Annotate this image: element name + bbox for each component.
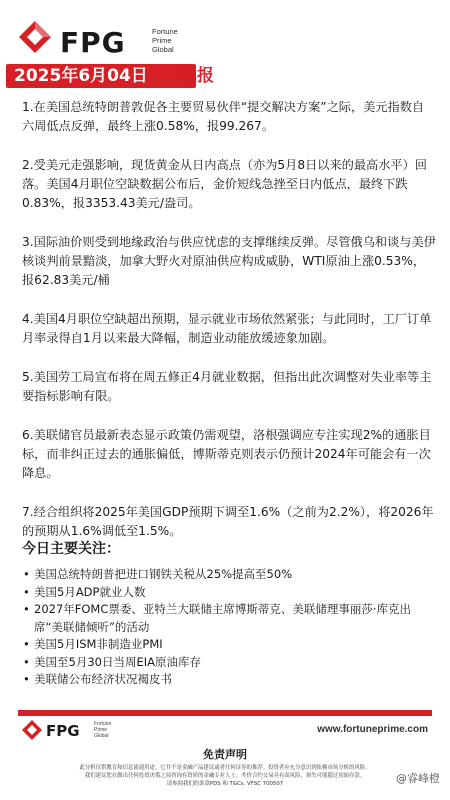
focus-list bbox=[22, 566, 436, 689]
website-link[interactable]: www.fortuneprime.com bbox=[317, 724, 428, 735]
brand-sub-line: Prime bbox=[152, 36, 172, 45]
brand-sub-line: Fortune bbox=[152, 27, 178, 36]
report-type-tag: 早报 bbox=[180, 66, 214, 86]
news-item-7: 7.经合组织将2025年美国GDP预期下调至1.6%（之前为2.2%），将2026年的预期从1.6%调低至1.5%。 bbox=[22, 505, 434, 538]
source-watermark: @睿峰橙 bbox=[396, 772, 440, 785]
footer-logo-text: FPG bbox=[46, 722, 80, 740]
focus-item: • 美国5月ISM非制造业PMI bbox=[22, 636, 436, 654]
focus-item: • 2027年FOMC票委、亚特兰大联储主席博斯蒂克、美联储理事丽莎·库克出席“美联储倾听”的活动 bbox=[22, 601, 436, 636]
disclaimer-line: 我们建议您在做出任何投资决策之前咨询有资质的金融专业人士。差价合约交易具有高风险，损失可能超过初始存款。 bbox=[84, 773, 366, 779]
brand-logo-subtitle bbox=[152, 27, 178, 54]
footer-sub-line: Fortune bbox=[94, 721, 112, 727]
footer-divider bbox=[18, 710, 432, 716]
footer-logo-subtitle bbox=[94, 721, 111, 739]
news-item-1: 1.在美国总统特朗普敦促各主要贸易伙伴“提交解决方案”之际，美元指数自六周低点反弹，最终上涨0.58%，报99.267。 bbox=[22, 100, 425, 133]
news-content bbox=[22, 98, 436, 561]
focus-item: • 美国至5月30日当周EIA原油库存 bbox=[22, 654, 436, 672]
focus-item: • 美联储公布经济状况褐皮书 bbox=[22, 671, 436, 689]
disclaimer-body bbox=[20, 764, 430, 788]
fpg-logo-icon bbox=[18, 20, 52, 54]
today-focus-section bbox=[22, 538, 436, 689]
brand-sub-line: Global bbox=[152, 45, 174, 54]
disclaimer-title: 免责声明 bbox=[203, 748, 247, 761]
news-item-3: 3.国际油价则受到地缘政治与供应忧虑的支撑继续反弹。尽管俄乌和谈与美伊核谈判前景黯淡，加拿大野火对原油供应构成威胁，WTI原油上涨0.53%，报62.83美元/桶 bbox=[22, 235, 436, 287]
disclaimer-line: 此分析仅供教育和信息流通用途。它并不是金融产品建议或者任何证券的推荐。投资者应充分意识到依赖市场分析的风险。 bbox=[79, 765, 371, 771]
footer-sub-line: Global bbox=[94, 733, 109, 739]
news-item-6: 6.美联储官员最新表态显示政策仍需观望，洛根强调应专注实现2%的通胀目标，而非纠正过去的通胀偏低，博斯蒂克则表示仍预计2024年可能会有一次降息。 bbox=[22, 428, 431, 480]
brand-logo-text: FPG bbox=[60, 26, 126, 59]
page-header bbox=[0, 0, 450, 92]
focus-title: 今日主要关注： bbox=[22, 541, 120, 557]
report-date: 2025年6月04日 bbox=[14, 66, 148, 86]
focus-item: • 美国5月ADP就业人数 bbox=[22, 584, 436, 602]
news-item-4: 4.美国4月职位空缺超出预期，显示就业市场依然紧张；与此同时，工厂订单月率录得自1月以来最大降幅，制造业动能放缓迹象加剧。 bbox=[22, 312, 432, 345]
disclaimer-line: 请参阅我们的条款PDS 和 T&Cs. VFSC 700507 bbox=[166, 781, 284, 787]
fpg-footer-logo-icon bbox=[22, 720, 42, 740]
footer-sub-line: Prime bbox=[94, 727, 108, 733]
news-item-5: 5.美国劳工局宣布将在周五修正4月就业数据，但指出此次调整对失业率等主要指标影响有限。 bbox=[22, 370, 432, 403]
focus-item: • 美国总统特朗普把进口钢铁关税从25%提高至50% bbox=[22, 566, 436, 584]
news-item-2: 2.受美元走强影响，现货黄金从日内高点（亦为5月8日以来的最高水平）回落。美国4月职位空缺数据公布后，金价短线急挫至日内低点，最终下跌0.83%，报3353.43美元/盎司。 bbox=[22, 158, 427, 210]
